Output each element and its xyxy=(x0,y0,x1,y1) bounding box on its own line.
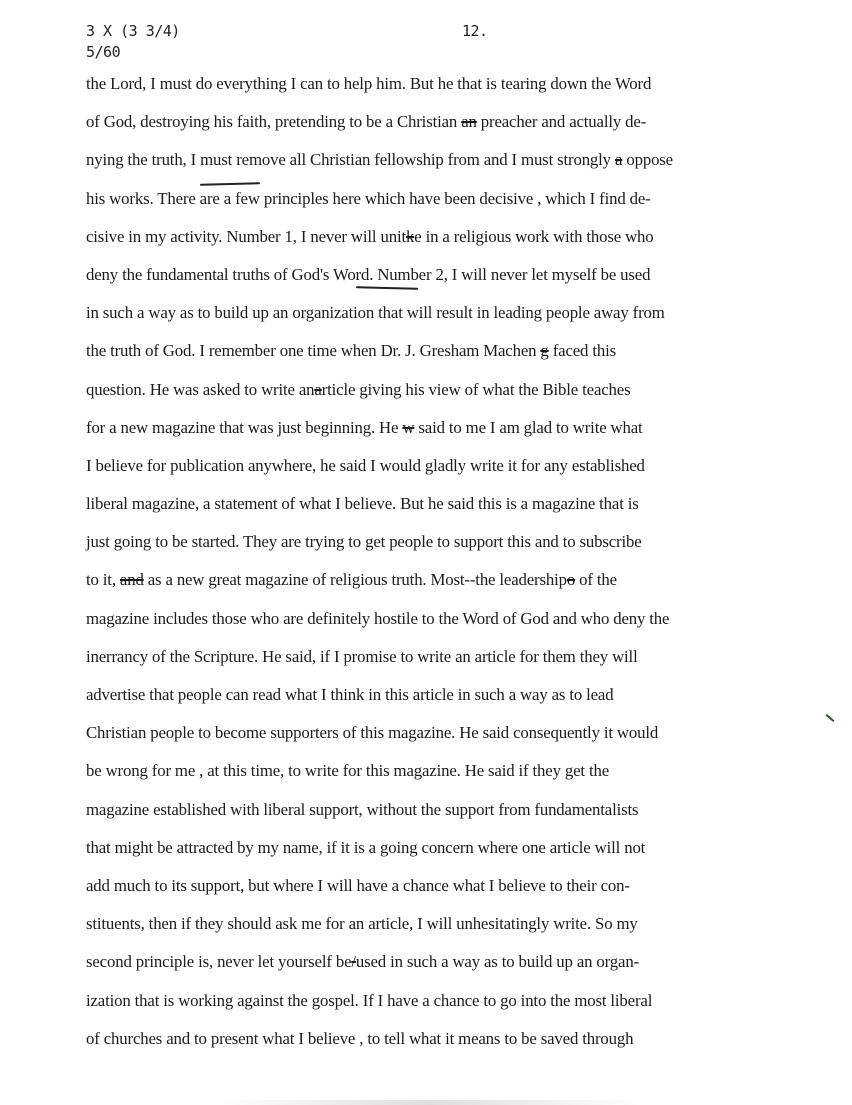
margin-check-mark-icon xyxy=(826,714,835,722)
text-segment: rticle giving his view of what the Bible teaches xyxy=(321,379,631,399)
text-line xyxy=(86,989,826,1027)
text-line xyxy=(86,645,826,683)
struck-correction: g xyxy=(540,341,549,361)
text-segment: of the xyxy=(575,570,617,590)
text-segment: his works. There are a few principles here which have been decisive , which I find de- xyxy=(86,188,651,208)
text-line xyxy=(86,263,826,301)
document-date: 5/60 xyxy=(86,43,121,61)
text-line xyxy=(86,187,826,225)
text-segment: inerrancy of the Scripture. He said, if I promise to write an article for them they will xyxy=(86,646,638,666)
text-segment: stituents, then if they should ask me for an article, I will unhesitatingly write. So my xyxy=(86,914,638,934)
text-line xyxy=(86,568,826,606)
text-line xyxy=(86,148,826,186)
text-line xyxy=(86,759,826,797)
text-segment: to it, xyxy=(86,570,120,590)
text-segment: said to me I am glad to write what xyxy=(414,417,643,437)
struck-correction: w xyxy=(402,417,415,437)
text-line xyxy=(86,339,826,377)
text-segment: cisive in my activity. Number 1, I never will unit xyxy=(86,226,406,246)
struck-correction: a xyxy=(314,379,322,399)
text-segment: in such a way as to build up an organization that will result in leading people away from xyxy=(86,303,665,323)
text-segment: the truth of God. I remember one time when Dr. J. Gresham Machen xyxy=(86,341,541,361)
struck-correction: / xyxy=(351,952,356,972)
transcript-body xyxy=(86,72,826,1065)
text-line xyxy=(86,454,826,492)
text-segment: advertise that people can read what I think in this article in such a way as to lead xyxy=(86,685,614,704)
text-segment: faced this xyxy=(548,341,616,361)
text-line xyxy=(86,912,826,950)
text-segment: of God, destroying his faith, pretending to be a Christian xyxy=(86,112,462,132)
struck-correction: an xyxy=(461,112,477,132)
text-segment: deny the fundamental truths of God's Word. Number 2, I will never let myself be used xyxy=(86,264,651,284)
text-line xyxy=(86,721,826,759)
text-line xyxy=(86,416,826,454)
text-line xyxy=(86,836,826,874)
text-segment: be wrong for me , at this time, to write for this magazine. He said if they get the xyxy=(86,761,610,781)
text-segment: used in such a way as to build up an organ- xyxy=(355,952,640,972)
text-segment: just going to be started. They are trying to get people to support this and to subscribe xyxy=(86,532,642,552)
text-segment: question. He was asked to write an xyxy=(86,379,315,399)
document-code: 3 X (3 3/4) xyxy=(86,22,180,40)
text-line xyxy=(86,378,826,416)
text-line xyxy=(86,301,826,339)
text-line xyxy=(86,874,826,912)
page-number: 12. xyxy=(462,22,488,40)
struck-correction: a xyxy=(614,150,623,170)
text-segment: of churches and to present what I believe , to tell what it means to be saved through xyxy=(86,1028,634,1048)
text-segment: magazine includes those who are definitely hostile to the Word of God and who deny the xyxy=(86,608,670,628)
text-segment: liberal magazine, a statement of what I believe. But he said this is a magazine that is xyxy=(86,494,639,514)
text-segment: the Lord, I must do everything I can to help him. But he that is tearing down the Word xyxy=(86,74,652,93)
text-segment: e in a religious work with those who xyxy=(414,226,654,246)
text-segment: that might be attracted by my name, if it is a going concern where one article will not xyxy=(86,837,646,857)
text-line xyxy=(86,1027,826,1065)
text-segment: add much to its support, but where I will have a chance what I believe to their con- xyxy=(86,875,630,895)
text-line xyxy=(86,530,826,568)
text-segment: ization that is working against the gospel. If I have a chance to go into the most liberal xyxy=(86,990,653,1010)
struck-correction: and xyxy=(119,570,144,590)
struck-correction: o xyxy=(566,570,576,590)
text-line xyxy=(86,607,826,645)
text-line xyxy=(86,683,826,721)
text-segment: nying the truth, I must remove all Christian fellowship from and I must strongly xyxy=(86,150,615,170)
text-segment: preacher and actually de- xyxy=(476,112,647,132)
text-line xyxy=(86,110,826,148)
text-segment: second principle is, never let yourself be xyxy=(86,952,352,972)
text-segment: I believe for publication anywhere, he said I would gladly write it for any established xyxy=(86,455,645,475)
text-segment: magazine established with liberal support, without the support from fundamentalists xyxy=(86,799,639,819)
text-line xyxy=(86,798,826,836)
scan-artifact xyxy=(220,1100,640,1105)
text-line xyxy=(86,72,826,110)
text-segment: as a new great magazine of religious truth. Most--the leadership xyxy=(143,570,567,590)
text-line xyxy=(86,225,826,263)
text-segment: for a new magazine that was just beginning. He xyxy=(86,417,403,437)
text-line xyxy=(86,950,826,988)
text-line xyxy=(86,492,826,530)
struck-correction: k xyxy=(405,226,415,246)
text-segment: oppose xyxy=(622,150,673,170)
text-segment: Christian people to become supporters of this magazine. He said consequently it would xyxy=(86,723,659,743)
